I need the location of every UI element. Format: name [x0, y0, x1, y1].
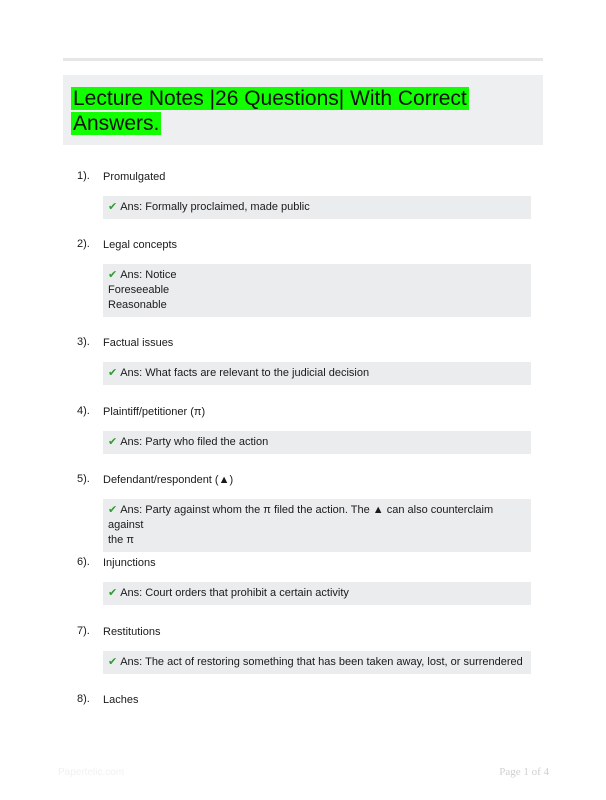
answer-box: [103, 582, 531, 605]
answer-text: the π: [108, 534, 134, 546]
qa-item-1: [63, 168, 543, 219]
question-number: 5).: [77, 473, 90, 485]
answer-prefix: Ans:: [120, 201, 146, 213]
question-number: 2).: [77, 238, 90, 250]
question-text: Restitutions: [103, 626, 161, 638]
check-icon: ✔: [108, 269, 118, 281]
question-number: 7).: [77, 625, 90, 637]
top-rule: [63, 58, 543, 61]
page-title-text: Lecture Notes |26 Questions| With Correct Answers.: [73, 87, 467, 135]
check-icon: ✔: [108, 587, 118, 599]
answer-box: [103, 362, 531, 385]
answer-box: [103, 651, 531, 674]
question-text: Injunctions: [103, 557, 156, 569]
question-number: 4).: [77, 405, 90, 417]
question-text: Factual issues: [103, 337, 174, 349]
answer-text: Foreseeable: [108, 284, 170, 296]
qa-item-5: [63, 471, 543, 552]
question-text: Legal concepts: [103, 239, 177, 251]
question-number: 8).: [77, 693, 90, 705]
answer-prefix: Ans:: [120, 656, 146, 668]
question-text: Defendant/respondent (▲): [103, 474, 234, 486]
check-icon: ✔: [108, 436, 118, 448]
check-icon: ✔: [108, 367, 118, 379]
footer-watermark: Papertelic.com: [58, 767, 125, 778]
qa-item-2: [63, 236, 543, 317]
answer-text: Formally proclaimed, made public: [145, 201, 310, 213]
answer-text: Court orders that prohibit a certain activity: [145, 587, 349, 599]
check-icon: ✔: [108, 504, 118, 516]
answer-box: [103, 431, 531, 454]
answer-prefix: Ans:: [120, 436, 146, 448]
qa-item-3: [63, 334, 543, 385]
answer-box: [103, 264, 531, 317]
answer-prefix: Ans:: [120, 587, 146, 599]
answer-box: [103, 196, 531, 219]
title-box: [63, 75, 543, 145]
answer-prefix: Ans:: [120, 367, 146, 379]
question-text: Plaintiff/petitioner (π): [103, 406, 206, 418]
question-number: 1).: [77, 170, 90, 182]
answer-text: Notice: [145, 269, 177, 281]
check-icon: ✔: [108, 201, 118, 213]
answer-text: Reasonable: [108, 299, 167, 311]
answer-text: Party against whom the π filed the action. The ▲ can also counterclaim against: [108, 504, 494, 531]
qa-item-6: [63, 554, 543, 605]
page-number: Page 1 of 4: [499, 766, 549, 778]
question-number: 3).: [77, 336, 90, 348]
answer-text: The act of restoring something that has been taken away, lost, or surrendered: [145, 656, 523, 668]
qa-item-4: [63, 403, 543, 454]
check-icon: ✔: [108, 656, 118, 668]
answer-text: Party who filed the action: [145, 436, 269, 448]
qa-item-7: [63, 623, 543, 674]
answer-prefix: Ans:: [120, 269, 146, 281]
question-number: 6).: [77, 556, 90, 568]
answer-text: What facts are relevant to the judicial decision: [145, 367, 370, 379]
qa-item-8: [63, 691, 543, 711]
question-text: Laches: [103, 694, 139, 706]
page-title: [71, 86, 511, 136]
answer-prefix: Ans:: [120, 504, 146, 516]
answer-box: [103, 499, 531, 552]
question-text: Promulgated: [103, 171, 166, 183]
